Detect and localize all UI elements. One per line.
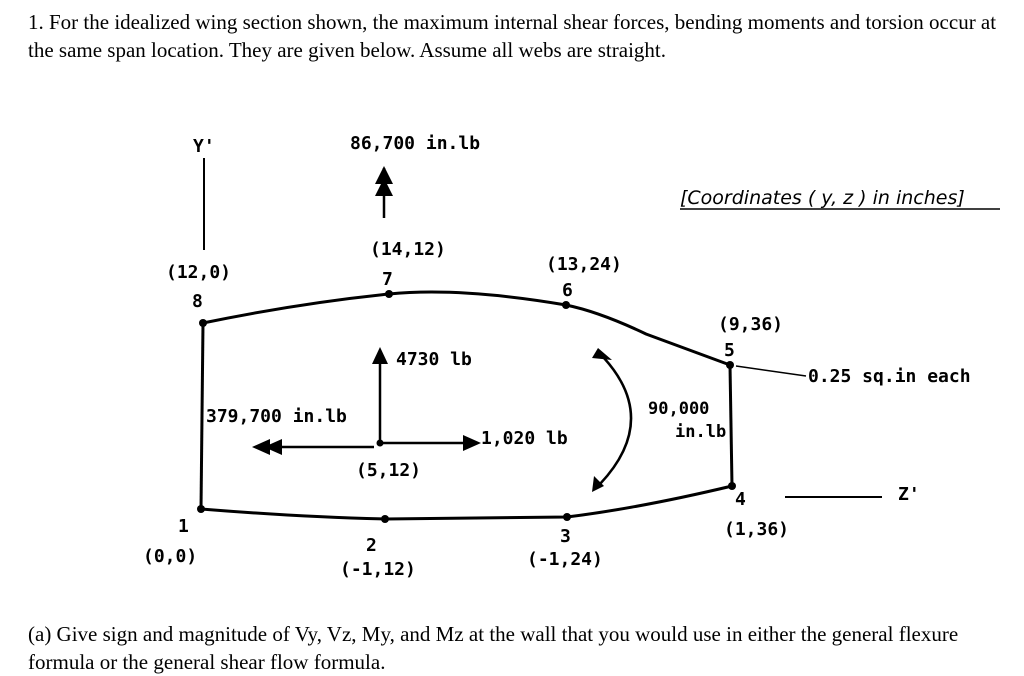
z-axis: [785, 484, 920, 505]
node-1-coord: (0,0): [143, 546, 198, 567]
node-7-number: 7: [382, 269, 393, 290]
boom-7: [385, 290, 393, 298]
coordinates-note: [Coordinates ( y, z ) in inches]: [680, 187, 965, 209]
moment-86700-arrow: [375, 166, 393, 218]
area-leader-line: [736, 366, 806, 376]
boom-8: [199, 319, 207, 327]
boom-2: [381, 515, 389, 523]
node-8-coord: (12,0): [166, 262, 232, 283]
node-1-number: 1: [178, 516, 189, 537]
web-1-8: [201, 323, 203, 509]
torsion-unit: in.lb: [675, 422, 727, 442]
problem-statement: 1. For the idealized wing section shown, the maximum internal shear forces, bending moments and torsion occur at the same span location. They are given below. Assume all webs are straight.: [28, 10, 997, 62]
vertical-force-label: 4730 lb: [396, 349, 472, 370]
node-5-number: 5: [724, 340, 735, 361]
horizontal-force-arrow: [380, 435, 481, 451]
y-axis-label: Y': [193, 136, 215, 157]
part-a-question: (a) Give sign and magnitude of Vy, Vz, My, and Mz at the wall that you would use in either the general flexure formula or the general shear flow formula.: [28, 622, 959, 674]
node-3-number: 3: [560, 526, 571, 547]
lower-skin: [201, 486, 732, 519]
node-5-coord: (9,36): [718, 314, 784, 335]
area-note: 0.25 sq.in each: [808, 366, 971, 387]
web-4-5: [730, 365, 732, 486]
vertical-force-arrow: [372, 347, 388, 443]
node-2-coord: (-1,12): [340, 559, 416, 580]
node-2-number: 2: [366, 535, 377, 556]
horizontal-force-label: 1,020 lb: [481, 428, 568, 449]
node-8-number: 8: [192, 291, 203, 312]
load-point-label: (5,12): [356, 460, 422, 481]
node-3-coord: (-1,24): [527, 549, 603, 570]
boom-5: [726, 361, 734, 369]
node-7-coord: (14,12): [370, 239, 446, 260]
torsion-value: 90,000: [648, 399, 710, 419]
torsion-arrow: [592, 348, 631, 492]
load-point: [377, 440, 384, 447]
boom-6: [562, 301, 570, 309]
y-axis: [193, 136, 215, 250]
node-4-number: 4: [735, 489, 746, 510]
node-4-coord: (1,36): [724, 519, 790, 540]
node-6-number: 6: [562, 280, 573, 301]
moment-379700-arrow: [252, 439, 374, 455]
boom-1: [197, 505, 205, 513]
moment-86700-label: 86,700 in.lb: [350, 133, 481, 154]
node-6-coord: (13,24): [546, 254, 622, 275]
moment-379700-label: 379,700 in.lb: [206, 406, 347, 427]
boom-3: [563, 513, 571, 521]
z-axis-label: Z': [898, 484, 920, 505]
